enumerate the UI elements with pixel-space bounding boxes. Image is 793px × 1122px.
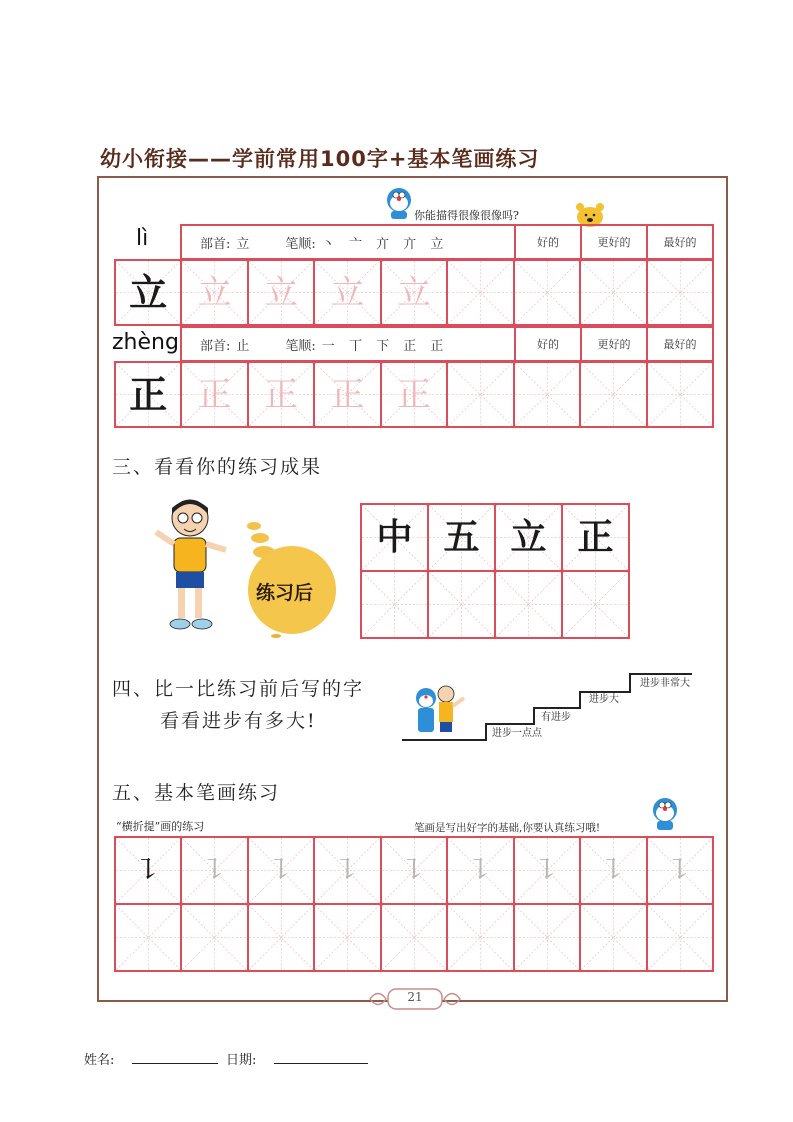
trace-char-cell-glyph: 正 xyxy=(264,374,299,415)
model-char-cell-glyph: 立 xyxy=(129,270,168,315)
trace-char-cell[interactable] xyxy=(382,261,448,326)
page-title: 幼小衔接——学前常用100字+基本笔画练习 xyxy=(100,147,540,171)
date-input-line[interactable] xyxy=(274,1063,368,1064)
stroke-practice-grid xyxy=(114,836,714,972)
stroke-order-sequence: 丶 亠 亣 亣 立 xyxy=(321,236,444,252)
info-row-zheng xyxy=(180,326,714,362)
stroke-blank-cell[interactable] xyxy=(382,905,448,972)
stroke-blank-cell[interactable] xyxy=(448,905,514,972)
section3-heading: 三、看看你的练习成果 xyxy=(112,456,323,478)
result-char-cell-glyph: 立 xyxy=(510,516,547,558)
trace-char-cell[interactable] xyxy=(182,261,248,326)
practice-row-li xyxy=(114,259,714,326)
radical-label: 部首: xyxy=(200,338,231,354)
trace-char-cell[interactable] xyxy=(182,363,248,428)
practice-row-zheng xyxy=(114,361,714,428)
result-char-cell-glyph: 正 xyxy=(577,516,614,558)
section4-line1: 四、比一比练习前后写的字 xyxy=(112,678,365,700)
stroke-trace-cell-glyph: ㇊ xyxy=(266,852,297,888)
trace-char-cell[interactable] xyxy=(249,261,315,326)
stroke-blank-cell[interactable] xyxy=(116,905,182,972)
name-label: 姓名: xyxy=(84,1053,115,1068)
stroke-trace-cell[interactable] xyxy=(448,838,514,905)
pinyin-zheng: zhèng xyxy=(112,330,179,355)
result-char-cell[interactable] xyxy=(429,505,496,572)
doraemon-icon xyxy=(384,186,414,220)
stroke-trace-cell-glyph: ㇊ xyxy=(398,852,429,888)
blank-practice-cell[interactable] xyxy=(515,363,581,428)
rating-good: 好的 xyxy=(516,328,582,360)
step-label-2: 有进步 xyxy=(541,712,571,723)
section5-tip: 笔画是写出好字的基础,你要认真练习哦! xyxy=(414,822,601,834)
trace-char-cell-glyph: 立 xyxy=(396,272,431,313)
trace-char-cell-glyph: 正 xyxy=(197,374,232,415)
prompt-text: 你能描得很像很像吗? xyxy=(414,209,519,222)
radical-value: 止 xyxy=(236,338,250,354)
stroke-trace-cell[interactable] xyxy=(182,838,248,905)
stroke-trace-cell[interactable] xyxy=(249,838,315,905)
trace-char-cell-glyph: 立 xyxy=(264,272,299,313)
model-char-cell[interactable] xyxy=(116,261,182,326)
pinyin-li: lì xyxy=(136,226,149,251)
result-blank-cell[interactable] xyxy=(362,572,429,639)
blank-practice-cell[interactable] xyxy=(648,261,714,326)
trace-char-cell[interactable] xyxy=(315,363,381,428)
rating-better: 更好的 xyxy=(582,226,648,258)
stroke-model-cell[interactable] xyxy=(116,838,182,905)
step-label-3: 进步大 xyxy=(589,694,619,705)
stroke-order-label: 笔顺: xyxy=(285,338,316,354)
result-blank-cell[interactable] xyxy=(563,572,630,639)
stroke-trace-cell-glyph: ㇊ xyxy=(598,852,629,888)
stroke-trace-cell-glyph: ㇊ xyxy=(199,852,230,888)
stroke-trace-cell[interactable] xyxy=(648,838,714,905)
stroke-trace-cell-glyph: ㇊ xyxy=(664,852,695,888)
stroke-blank-cell[interactable] xyxy=(315,905,381,972)
stroke-model-cell-glyph: ㇊ xyxy=(133,852,164,888)
blank-practice-cell[interactable] xyxy=(581,363,647,428)
section4-line2: 看看进步有多大! xyxy=(160,710,317,732)
result-blank-cell[interactable] xyxy=(496,572,563,639)
doraemon-icon xyxy=(650,796,680,832)
result-char-cell[interactable] xyxy=(496,505,563,572)
trace-char-cell-glyph: 正 xyxy=(396,374,431,415)
stroke-trace-cell-glyph: ㇊ xyxy=(465,852,496,888)
stroke-trace-cell[interactable] xyxy=(515,838,581,905)
trace-char-cell-glyph: 立 xyxy=(197,272,232,313)
rating-better: 更好的 xyxy=(582,328,648,360)
model-char-cell[interactable] xyxy=(116,363,182,428)
bubble-label: 练习后 xyxy=(256,582,314,604)
info-row-li xyxy=(180,224,714,260)
section5-heading: 五、基本笔画练习 xyxy=(112,782,281,804)
blank-practice-cell[interactable] xyxy=(515,261,581,326)
stroke-blank-cell[interactable] xyxy=(249,905,315,972)
stroke-trace-cell-glyph: ㇊ xyxy=(332,852,363,888)
radical-value: 立 xyxy=(236,236,250,252)
date-label: 日期: xyxy=(226,1053,257,1068)
step-label-4: 进步非常大 xyxy=(640,678,690,689)
nobita-illustration xyxy=(150,494,230,636)
stroke-trace-cell[interactable] xyxy=(382,838,448,905)
page-number: 21 xyxy=(407,990,423,1004)
result-char-cell-glyph: 中 xyxy=(376,516,413,558)
result-char-cell-glyph: 五 xyxy=(443,516,480,558)
stroke-order-label: 笔顺: xyxy=(285,236,316,252)
blank-practice-cell[interactable] xyxy=(648,363,714,428)
rating-good: 好的 xyxy=(516,226,582,258)
name-input-line[interactable] xyxy=(132,1063,218,1064)
stroke-blank-cell[interactable] xyxy=(515,905,581,972)
blank-practice-cell[interactable] xyxy=(448,261,514,326)
trace-char-cell-glyph: 正 xyxy=(330,374,365,415)
stroke-trace-cell[interactable] xyxy=(315,838,381,905)
trace-char-cell-glyph: 立 xyxy=(330,272,365,313)
result-blank-cell[interactable] xyxy=(429,572,496,639)
result-char-cell[interactable] xyxy=(362,505,429,572)
radical-label: 部首: xyxy=(200,236,231,252)
trace-char-cell[interactable] xyxy=(382,363,448,428)
step-label-1: 进步一点点 xyxy=(492,728,542,739)
trace-char-cell[interactable] xyxy=(249,363,315,428)
model-char-cell-glyph: 正 xyxy=(129,372,168,417)
stroke-trace-cell[interactable] xyxy=(581,838,647,905)
stroke-blank-cell[interactable] xyxy=(648,905,714,972)
rating-best: 最好的 xyxy=(663,236,697,249)
blank-practice-cell[interactable] xyxy=(581,261,647,326)
result-grid xyxy=(360,503,630,639)
stroke-trace-cell-glyph: ㇊ xyxy=(531,852,562,888)
result-char-cell[interactable] xyxy=(563,505,630,572)
stroke-order-sequence: 一 丅 下 正 正 xyxy=(321,338,444,354)
section5-subtitle: “横折提”画的练习 xyxy=(116,820,205,833)
rating-best: 最好的 xyxy=(663,338,697,351)
stroke-blank-cell[interactable] xyxy=(182,905,248,972)
stroke-blank-cell[interactable] xyxy=(581,905,647,972)
trace-char-cell[interactable] xyxy=(315,261,381,326)
blank-practice-cell[interactable] xyxy=(448,363,514,428)
